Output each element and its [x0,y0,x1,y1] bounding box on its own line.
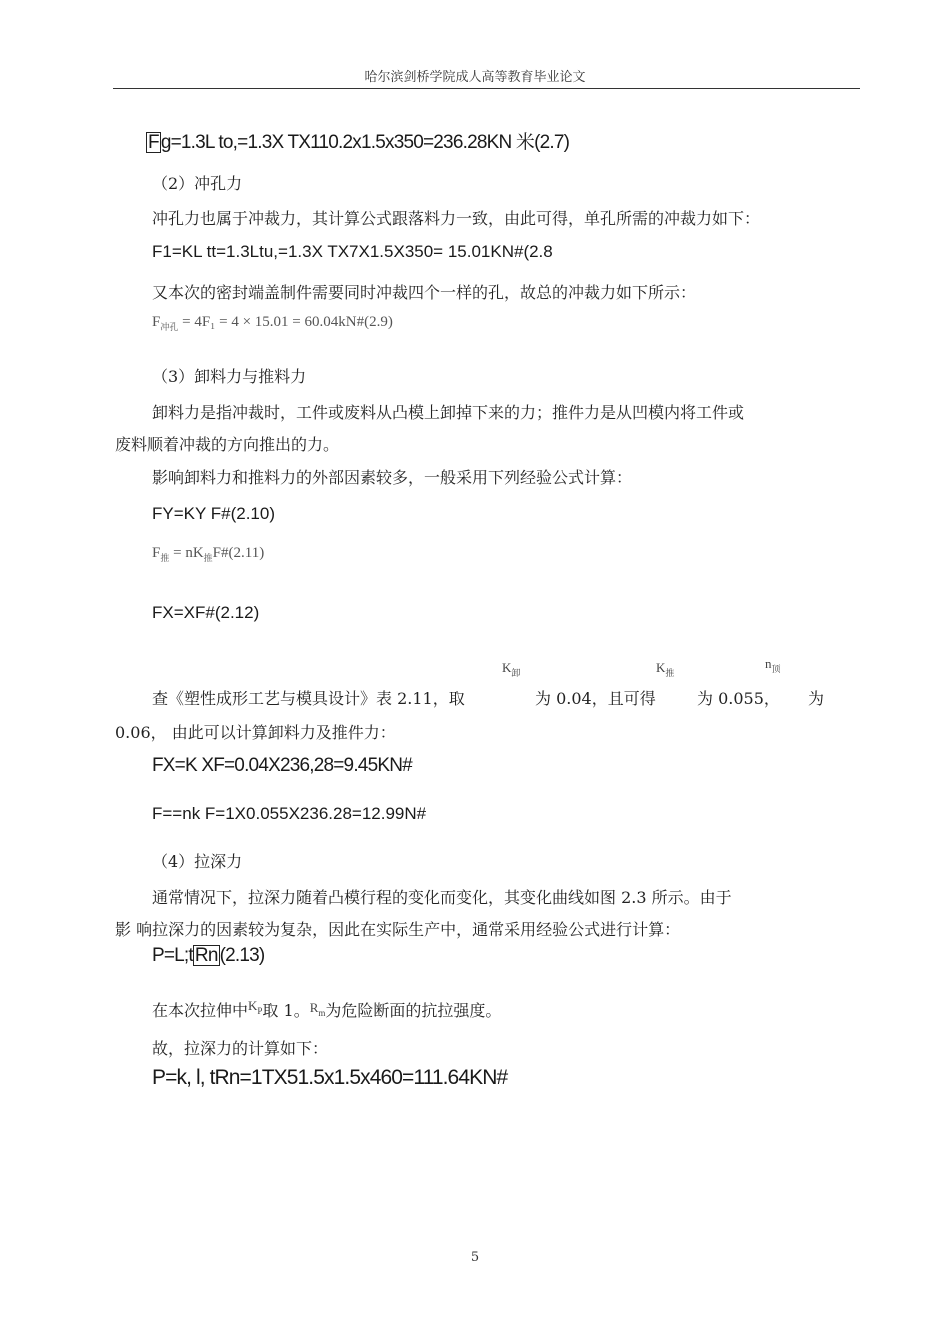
paragraph: 影 响拉深力的因素较为复杂，因此在实际生产中，通常采用经验公式进行计算： [115,920,681,939]
eq-subscript: 冲孔 [160,322,179,332]
paragraph: 又本次的密封端盖制件需要同时冲裁四个一样的孔，故总的冲裁力如下所示： [152,283,697,302]
symbol-kp [248,998,263,1016]
equation-2-10: FY=KY F#(2.10) [152,504,275,523]
section-title-punching-force: （2）冲孔力 [152,174,243,193]
paragraph-part: 为 0.055， [697,689,780,708]
symbol-letter: K [502,660,512,675]
paragraph: 0.06， 由此可以计算卸料力及推件力： [115,723,396,742]
paragraph-part: 为危险断面的抗拉强度。 [325,1001,502,1020]
equation-box-rn: Rn [194,945,218,966]
equation-2-9 [152,314,393,333]
equation-2-7 [146,127,569,154]
paragraph-part: 取 1。 [262,1001,310,1020]
paragraph: 卸料力是指冲裁时，工件或废料从凸模上卸掉下来的力；推件力是从凹模内将工件或 [152,403,745,422]
page-header: 哈尔滨剑桥学院成人高等教育毕业论文 [364,70,586,85]
equation-box-f: F [148,132,159,153]
paragraph-part: 查《塑性成形工艺与模具设计》表 2.11，取 [152,689,465,708]
equation-2-7-text: g=1.3L to,=1.3X TX110.2x1.5x350=236.28KN 米(2.7) [160,132,570,153]
eq-subscript: 推 [160,553,170,563]
symbol-k-tui [656,660,674,679]
symbol-letter: R [309,1000,319,1015]
paragraph: 故，拉深力的计算如下： [152,1039,329,1058]
paragraph: 影响卸料力和推料力的外部因素较多，一般采用下列经验公式计算： [152,468,633,487]
equation-2-8: F1=KL tt=1.3Ltu,=1.3X TX7X1.5X350= 15.01KN#(2.8 [152,242,553,261]
symbol-subscript: m [318,1008,326,1018]
equation-2-13 [152,945,264,967]
equation-drawing-force: P=k, l, tRn=1TX51.5x1.5x460=111.64KN# [152,1066,508,1089]
eq-subscript: 推 [203,553,213,563]
symbol-rm [309,1000,326,1018]
equation-pushing-force: F==nk F=1X0.055X236.28=12.99N# [152,804,427,823]
eq-text: = nK [169,545,204,561]
equation-stripping-force: FX=K XF=0.04X236,28=9.45KN# [152,755,412,776]
paragraph-part: 为 [808,689,825,708]
symbol-subscript: 顶 [771,664,781,674]
eq-text: P=L;t [152,945,193,966]
eq-symbol: F [152,545,161,561]
section-title-stripping-force: （3）卸料力与推料力 [152,367,307,386]
paragraph: 通常情况下，拉深力随着凸模行程的变化而变化，其变化曲线如图 2.3 所示。由于 [152,888,732,907]
equation-2-11 [152,545,264,564]
symbol-subscript: 推 [665,668,675,678]
paragraph: 废料顺着冲裁的方向推出的力。 [115,435,340,454]
eq-text: = 4F₁ = 4 × 15.01 = 60.04kN#(2.9) [178,314,393,330]
symbol-subscript: P [257,1006,263,1016]
section-title-drawing-force: （4）拉深力 [152,852,243,871]
eq-text: F#(2.11) [212,545,265,561]
paragraph: 冲孔力也属于冲裁力，其计算公式跟落料力一致，由此可得，单孔所需的冲裁力如下： [152,209,761,228]
symbol-letter: K [656,660,666,675]
symbol-letter: K [248,998,258,1013]
symbol-k-xie [502,660,520,679]
paragraph [152,998,501,1022]
header-divider [113,88,860,89]
page-number: 5 [470,1250,480,1265]
paragraph-part: 在本次拉伸中 [152,1001,249,1020]
eq-text: (2.13) [219,945,265,966]
symbol-n-ding [765,656,781,675]
symbol-subscript: 卸 [511,668,521,678]
eq-symbol: F [152,314,161,330]
equation-2-12: FX=XF#(2.12) [152,603,260,622]
paragraph-part: 为 0.04，且可得 [535,689,656,708]
symbol-letter: n [765,656,772,671]
